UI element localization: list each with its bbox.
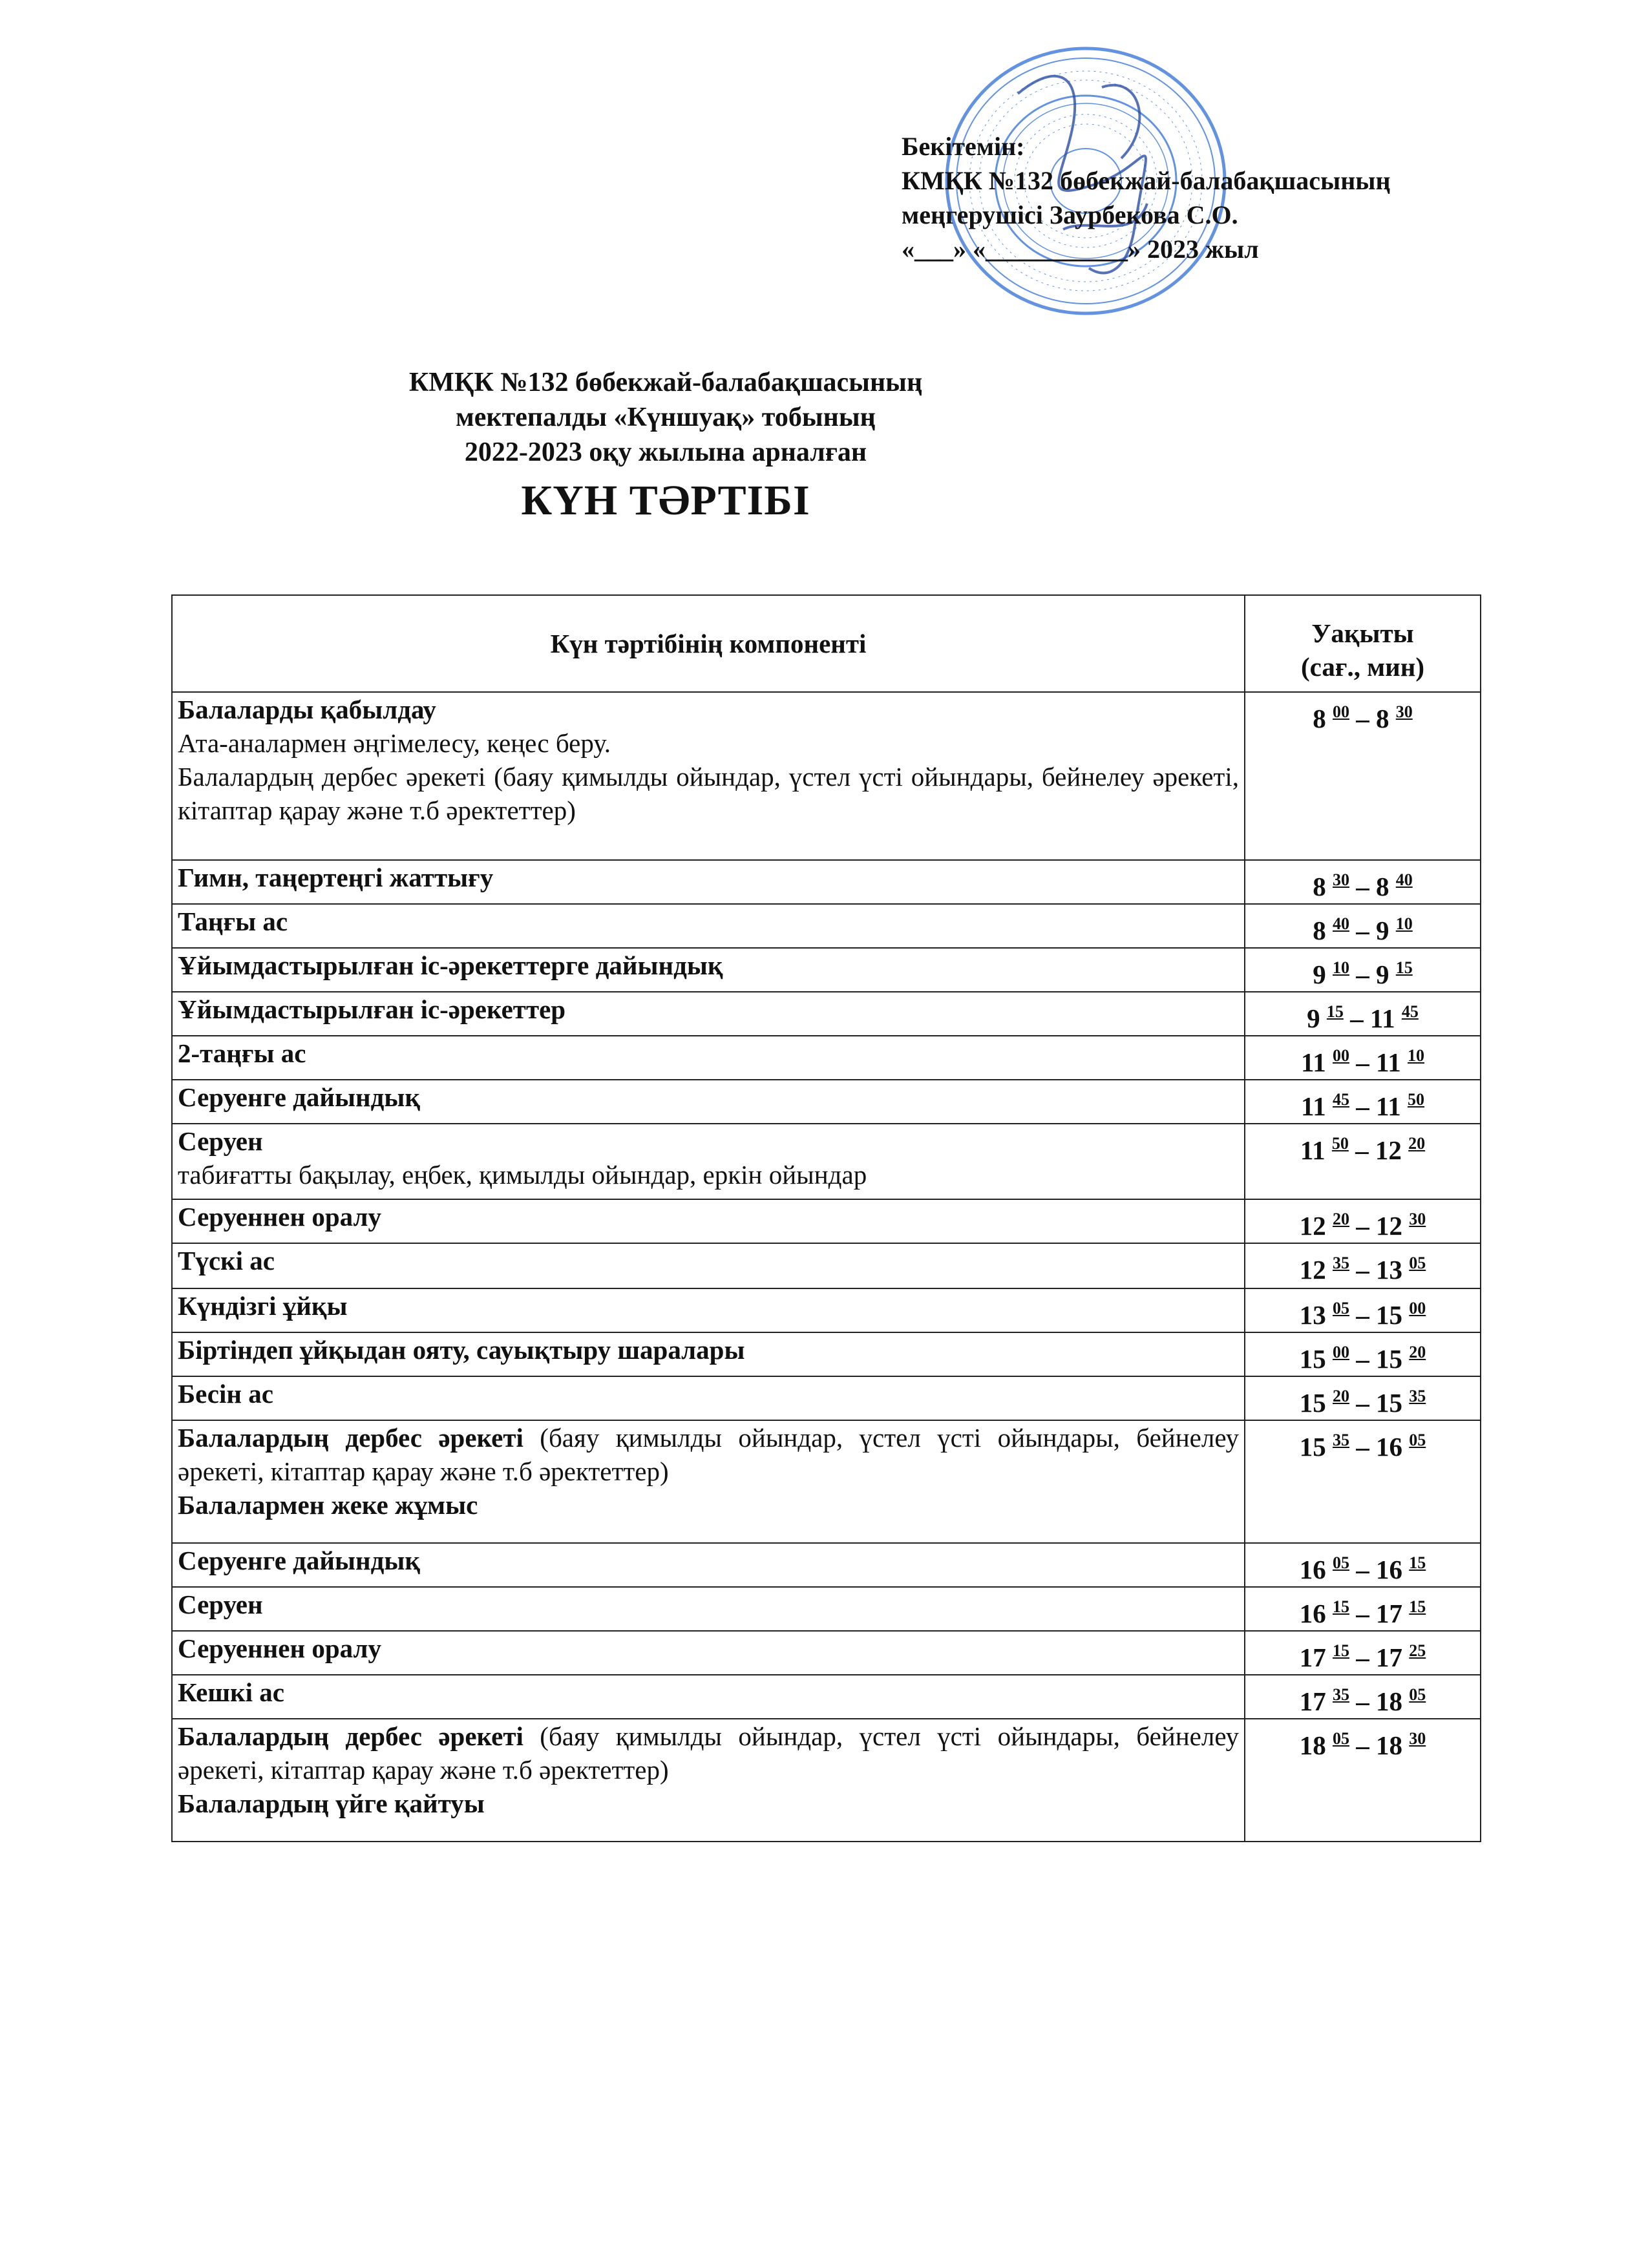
activity-description: Балалардың дербес әрекеті (баяу қимылды ойындар, үстел үсті ойындары, бейнелеу әрекеті, кітаптар қарау және т.б әректеттер) (178, 762, 1239, 825)
start-minute: 00 (1333, 1343, 1349, 1361)
time-cell: 9 $^{15}$ – 11 $^{45}$ (1245, 992, 1481, 1036)
end-minute: 30 (1409, 1729, 1426, 1748)
activity-cell (172, 904, 1245, 948)
start-minute: 15 (1333, 1641, 1349, 1660)
start-hour: 12 (1299, 1211, 1326, 1241)
activity-name: Бесін ас (178, 1379, 273, 1409)
activity-details: (баяу қимылды ойындар, үстел үсті ойындары, бейнелеу әрекеті, кітаптар қарау және т.б әректеттер) (178, 1423, 1240, 1486)
activity-name: Ұйымдастырылған іс-әрекеттерге дайындық (178, 950, 723, 980)
end-hour: 18 (1376, 1686, 1402, 1716)
start-hour: 16 (1299, 1555, 1326, 1584)
activity-cell (172, 1243, 1245, 1288)
time-cell: 13 $^{05}$ – 15 $^{00}$ (1245, 1288, 1481, 1332)
activity-cell (172, 1332, 1245, 1376)
start-hour: 18 (1299, 1730, 1326, 1760)
start-minute: 00 (1333, 702, 1349, 721)
activity-cell (172, 1080, 1245, 1124)
table-row (172, 1036, 1481, 1080)
table-row (172, 1675, 1481, 1719)
activity-name: Күндізгі ұйқы (178, 1291, 348, 1321)
activity-cell (172, 1631, 1245, 1675)
table-row (172, 1587, 1481, 1631)
time-cell: 17 $^{35}$ – 18 $^{05}$ (1245, 1675, 1481, 1719)
activity-description: Ата-аналармен әңгімелесу, кеңес беру. (178, 728, 611, 758)
activity-cell (172, 692, 1245, 860)
start-minute: 05 (1333, 1299, 1349, 1318)
start-hour: 12 (1299, 1255, 1326, 1285)
end-minute: 50 (1408, 1090, 1424, 1109)
time-cell: 8 $^{00}$ – 8 $^{30}$ (1245, 692, 1481, 860)
header-time-unit: (сағ., мин) (1300, 652, 1425, 682)
time-cell: 12 $^{20}$ – 12 $^{30}$ (1245, 1199, 1481, 1243)
activity-cell (172, 1124, 1245, 1199)
end-hour: 11 (1376, 1091, 1401, 1121)
time-cell: 11 $^{50}$ – 12 $^{20}$ (1245, 1124, 1481, 1199)
end-hour: 11 (1369, 1003, 1395, 1033)
activity-text (178, 1719, 1239, 1787)
table-row (172, 1631, 1481, 1675)
activity-name: Біртіндеп ұйқыдан ояту, сауықтыру шаралары (178, 1335, 745, 1365)
end-minute: 15 (1395, 958, 1413, 977)
end-minute: 20 (1409, 1343, 1426, 1361)
activity-name: Серуен (178, 1126, 263, 1156)
time-cell: 16 $^{15}$ – 17 $^{15}$ (1245, 1587, 1481, 1631)
end-minute: 30 (1395, 702, 1413, 721)
end-hour: 8 (1376, 704, 1389, 733)
start-hour: 15 (1299, 1344, 1326, 1374)
title-line-2: мектепалды «Күншуақ» тобының (456, 403, 876, 432)
start-hour: 16 (1299, 1599, 1326, 1628)
end-hour: 13 (1376, 1255, 1402, 1285)
activity-cell (172, 948, 1245, 992)
activity-subname: Балалардың үйге қайтуы (178, 1789, 485, 1818)
end-hour: 18 (1376, 1730, 1402, 1760)
activity-name: Ұйымдастырылған іс-әрекеттер (178, 994, 566, 1024)
end-hour: 12 (1376, 1211, 1402, 1241)
end-hour: 16 (1376, 1432, 1402, 1462)
start-minute: 20 (1333, 1210, 1349, 1228)
time-cell: 9 $^{10}$ – 9 $^{15}$ (1245, 948, 1481, 992)
activity-name: Балалардың дербес әрекеті (178, 1423, 523, 1453)
end-hour: 17 (1376, 1643, 1402, 1672)
start-hour: 11 (1301, 1047, 1326, 1077)
activity-details: (баяу қимылды ойындар, үстел үсті ойындары, бейнелеу әрекеті, кітаптар қарау және т.б әректеттер) (178, 1721, 1240, 1785)
time-cell: 17 $^{15}$ – 17 $^{25}$ (1245, 1631, 1481, 1675)
end-minute: 35 (1409, 1387, 1426, 1405)
start-minute: 10 (1333, 958, 1349, 977)
start-hour: 9 (1307, 1003, 1320, 1033)
activity-name: Серуеннен оралу (178, 1633, 381, 1663)
activity-description: табиғатты бақылау, еңбек, қимылды ойындар, еркін ойындар (178, 1160, 867, 1190)
activity-cell (172, 1288, 1245, 1332)
table-row (172, 692, 1481, 860)
table-row (172, 904, 1481, 948)
start-hour: 8 (1313, 916, 1326, 945)
table-header-row (172, 595, 1481, 692)
start-minute: 00 (1333, 1046, 1349, 1065)
end-hour: 15 (1376, 1388, 1402, 1418)
table-row (172, 948, 1481, 992)
time-cell: 15 $^{35}$ – 16 $^{05}$ (1245, 1420, 1481, 1543)
activity-name: Таңғы ас (178, 907, 288, 936)
document-title (213, 365, 1118, 531)
start-hour: 11 (1301, 1091, 1326, 1121)
approval-head-name: меңгерушісі Заурбекова С.О. (902, 200, 1238, 229)
start-minute: 05 (1333, 1729, 1349, 1748)
activity-subname: Балалармен жеке жұмыс (178, 1490, 478, 1520)
activity-name: Серуен (178, 1590, 263, 1619)
activity-name: Түскі ас (178, 1246, 275, 1276)
table-row (172, 1376, 1481, 1420)
end-minute: 10 (1408, 1046, 1424, 1065)
activity-cell (172, 1376, 1245, 1420)
time-cell: 15 $^{00}$ – 15 $^{20}$ (1245, 1332, 1481, 1376)
end-hour: 9 (1376, 916, 1389, 945)
start-hour: 8 (1313, 872, 1326, 901)
activity-cell (172, 1587, 1245, 1631)
time-cell: 15 $^{20}$ – 15 $^{35}$ (1245, 1376, 1481, 1420)
start-minute: 50 (1331, 1134, 1349, 1153)
table-row (172, 1543, 1481, 1587)
table-row (172, 1420, 1481, 1543)
start-hour: 15 (1299, 1432, 1326, 1462)
activity-cell (172, 1420, 1245, 1543)
end-hour: 9 (1376, 960, 1389, 989)
header-component: Күн тәртібінің компоненті (172, 595, 1245, 692)
approval-organization: КМҚК №132 бөбекжай-балабақшасының (902, 166, 1391, 195)
table-row (172, 1080, 1481, 1124)
end-hour: 15 (1376, 1344, 1402, 1374)
end-minute: 05 (1409, 1685, 1426, 1704)
start-hour: 17 (1299, 1686, 1326, 1716)
time-cell: 8 $^{40}$ – 9 $^{10}$ (1245, 904, 1481, 948)
activity-cell (172, 860, 1245, 904)
activity-name: Балаларды қабылдау (178, 695, 436, 724)
end-hour: 8 (1376, 872, 1389, 901)
end-minute: 30 (1409, 1210, 1426, 1228)
activity-text (178, 1421, 1239, 1488)
start-hour: 9 (1313, 960, 1326, 989)
start-hour: 11 (1300, 1135, 1326, 1165)
activity-name: Серуенге дайындық (178, 1082, 421, 1112)
table-row (172, 1332, 1481, 1376)
time-cell: 16 $^{05}$ – 16 $^{15}$ (1245, 1543, 1481, 1587)
activity-name: Балалардың дербес әрекеті (178, 1721, 523, 1751)
end-hour: 12 (1375, 1135, 1402, 1165)
end-hour: 17 (1376, 1599, 1402, 1628)
table-row (172, 1243, 1481, 1288)
activity-name: Серуеннен оралу (178, 1202, 381, 1232)
end-minute: 20 (1408, 1134, 1426, 1153)
activity-name: Гимн, таңертеңгі жаттығу (178, 863, 494, 892)
activity-cell (172, 1199, 1245, 1243)
end-minute: 15 (1409, 1597, 1426, 1616)
activity-cell (172, 1719, 1245, 1842)
end-minute: 10 (1395, 914, 1413, 933)
end-hour: 16 (1376, 1555, 1402, 1584)
start-minute: 40 (1333, 914, 1349, 933)
start-hour: 8 (1313, 704, 1326, 733)
approval-label: Бекітемін: (902, 132, 1025, 161)
end-hour: 15 (1376, 1300, 1402, 1330)
activity-name: Кешкі ас (178, 1677, 284, 1707)
end-minute: 40 (1395, 870, 1413, 889)
activity-cell (172, 992, 1245, 1036)
end-minute: 15 (1409, 1553, 1426, 1572)
end-minute: 05 (1409, 1431, 1426, 1449)
start-minute: 35 (1333, 1431, 1349, 1449)
table-row (172, 992, 1481, 1036)
activity-cell (172, 1543, 1245, 1587)
start-minute: 35 (1333, 1685, 1349, 1704)
daily-schedule-table (171, 594, 1481, 1842)
time-cell: 8 $^{30}$ – 8 $^{40}$ (1245, 860, 1481, 904)
activity-name: Серуенге дайындық (178, 1546, 421, 1575)
title-line-1: КМҚК №132 бөбекжай-балабақшасының (408, 368, 923, 397)
start-minute: 05 (1333, 1553, 1349, 1572)
table-row (172, 1199, 1481, 1243)
start-hour: 15 (1299, 1388, 1326, 1418)
table-row (172, 1124, 1481, 1199)
time-cell: 11 $^{00}$ – 11 $^{10}$ (1245, 1036, 1481, 1080)
start-minute: 15 (1333, 1597, 1349, 1616)
title-line-3: 2022-2023 оқу жылына арналған (464, 437, 867, 467)
time-cell: 11 $^{45}$ – 11 $^{50}$ (1245, 1080, 1481, 1124)
end-minute: 05 (1409, 1254, 1426, 1272)
header-time-label: Уақыты (1311, 618, 1414, 648)
start-minute: 15 (1326, 1002, 1344, 1021)
start-minute: 35 (1333, 1254, 1349, 1272)
activity-name: 2-таңғы ас (178, 1038, 306, 1068)
start-hour: 17 (1299, 1643, 1326, 1672)
start-minute: 20 (1333, 1387, 1349, 1405)
activity-cell (172, 1036, 1245, 1080)
approval-block (902, 129, 1548, 266)
start-hour: 13 (1299, 1300, 1326, 1330)
end-minute: 45 (1401, 1002, 1419, 1021)
start-minute: 30 (1333, 870, 1349, 889)
end-hour: 11 (1376, 1047, 1401, 1077)
end-minute: 00 (1409, 1299, 1426, 1318)
table-row (172, 1288, 1481, 1332)
table-row (172, 860, 1481, 904)
time-cell: 18 $^{05}$ – 18 $^{30}$ (1245, 1719, 1481, 1842)
approval-date: «___» «___________» 2023 жыл (902, 235, 1259, 264)
time-cell: 12 $^{35}$ – 13 $^{05}$ (1245, 1243, 1481, 1288)
title-heading: КҮН ТӘРТІБІ (521, 477, 810, 524)
end-minute: 25 (1409, 1641, 1426, 1660)
table-row (172, 1719, 1481, 1842)
header-time (1245, 595, 1481, 692)
activity-cell (172, 1675, 1245, 1719)
start-minute: 45 (1333, 1090, 1349, 1109)
